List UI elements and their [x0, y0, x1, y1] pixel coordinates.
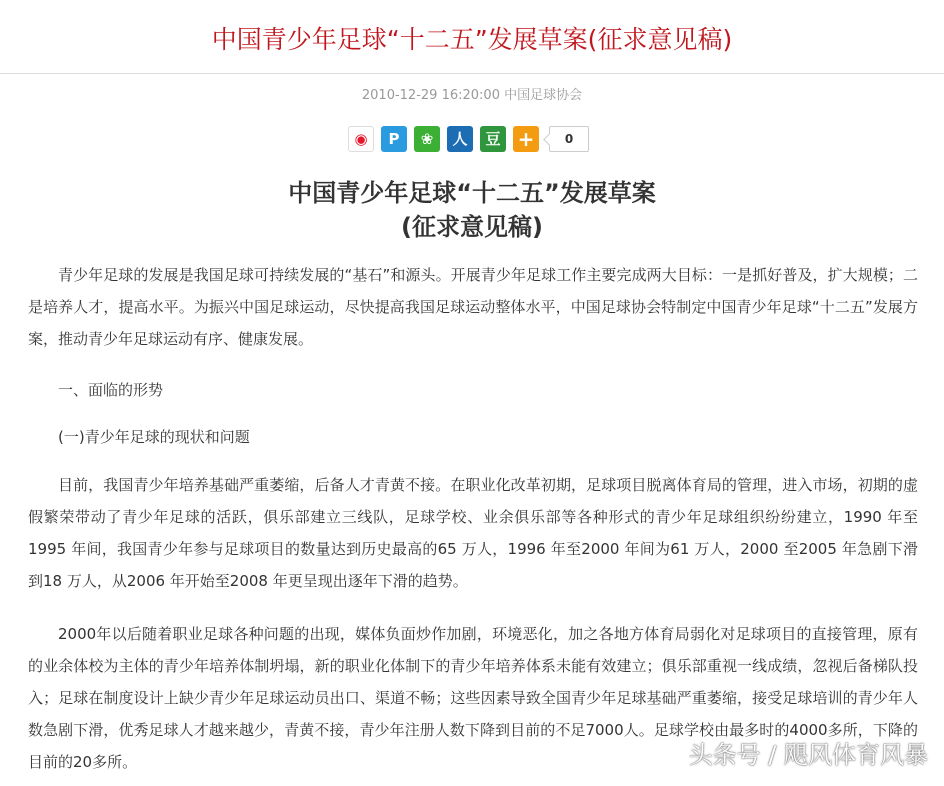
paragraph-intro: 青少年足球的发展是我国足球可持续发展的“基石”和源头。开展青少年足球工作主要完成两大目标：一是抓好普及，扩大规模；二是培养人才，提高水平。为振兴中国足球运动，尽快提高我国足球运动整体水平，中国足球协会特制定中国青少年足球“十二五”发展方案，推动青少年足球运动有序、健康发展。 [28, 266, 918, 348]
douban-icon[interactable]: 豆 [480, 126, 506, 152]
qzone-icon[interactable]: P [381, 126, 407, 152]
share-count: 0 [549, 126, 589, 152]
renren-icon[interactable]: 人 [447, 126, 473, 152]
paragraph-status: 目前，我国青少年培养基础严重萎缩，后备人才青黄不接。在职业化改革初期，足球项目脱离体育局的管理，进入市场，初期的虚假繁荣带动了青少年足球的活跃，俱乐部建立三线队，足球学校、业余俱乐部等各种形式的青少年足球组织纷纷建立，1990 年至1995 年间，我国青少年参与足球项目的数量达到历史最高的65 万人，1996 年至2000 年间为61 万人，2000 至2005 年急剧下滑到18 万人，从2006 年开始至2008 年更呈现出逐年下滑的趋势。 [28, 476, 918, 590]
watermark: 头条号 / 飓风体育风暴 [688, 741, 928, 769]
article-meta: 2010-12-29 16:20:00 中国足球协会 [361, 88, 583, 103]
article-heading-line2: (征求意见稿) [401, 213, 543, 241]
section-heading: 一、面临的形势 [58, 381, 164, 399]
paragraph-problems: 2000年以后随着职业足球各种问题的出现，媒体负面炒作加剧，环境恶化，加之各地方体育局弱化对足球项目的直接管理，原有的业余体校为主体的青少年培养体制坍塌，新的职业化体制下的青少年培养体系未能有效建立；俱乐部重视一线成绩，忽视后备梯队投入；足球在制度设计上缺少青少年足球运动员出口、渠道不畅；这些因素导致全国青少年足球基础严重萎缩，接受足球培训的青少年人数急剧下滑，优秀足球人才越来越少，青黄不接，青少年注册人数下降到目前的不足7000人。足球学校由最多时的4000多所，下降的目前的20多所。 [28, 625, 918, 771]
weibo-icon[interactable]: ◉ [348, 126, 374, 152]
wechat-icon[interactable]: ❀ [414, 126, 440, 152]
article-heading-line1: 中国青少年足球“十二五”发展草案 [288, 179, 656, 207]
more-icon[interactable]: + [513, 126, 539, 152]
subsection-heading: (一)青少年足球的现状和问题 [58, 428, 250, 446]
page-title: 中国青少年足球“十二五”发展草案(征求意见稿) [211, 25, 733, 54]
article-heading [0, 176, 944, 244]
share-bar [348, 125, 589, 153]
title-divider [0, 73, 944, 74]
